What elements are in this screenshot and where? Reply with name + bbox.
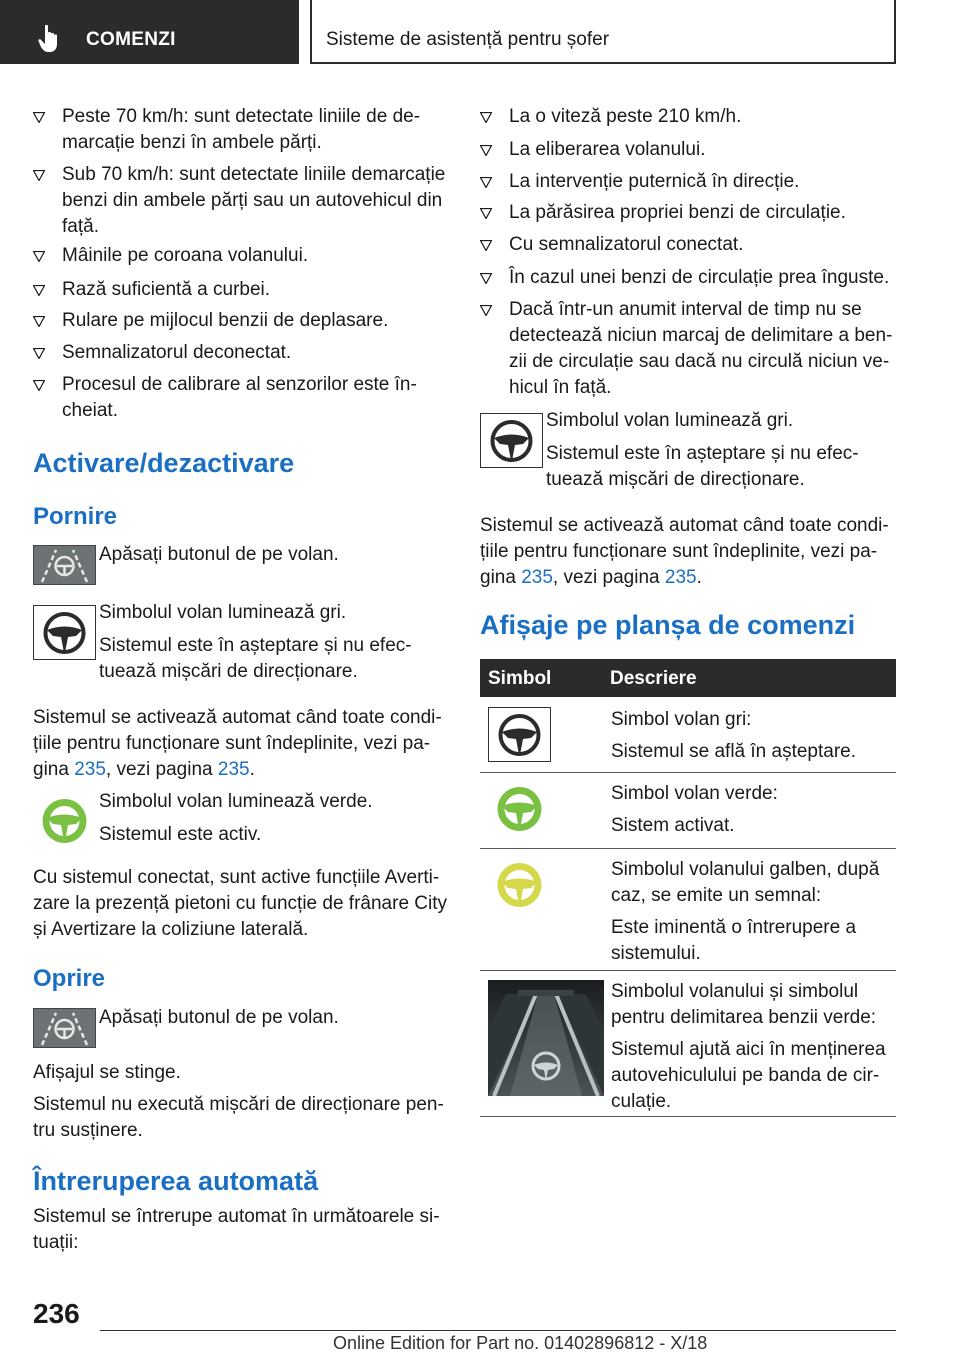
list-item-text: Procesul de calibrare al senzorilor este în- cheiat.: [62, 374, 417, 421]
steering-wheel-green-icon: [488, 781, 551, 836]
auto-activate-paragraph: Sistemul se activează automat când toate condi- țiile pentru funcționare sunt îndeplinite, vezi pa- gina 235, vezi pagina 235.: [480, 515, 889, 588]
list-item: [480, 265, 896, 291]
list-item: [33, 243, 448, 269]
triangle-bullet-icon: [480, 112, 492, 123]
heading-start: Pornire: [33, 503, 118, 530]
gray-symbol-text: Simbolul volan luminează gri.: [99, 602, 347, 623]
list-item: [480, 137, 896, 163]
table-cell-description: Simbol volan gri: Sistemul se află în așteptare.: [611, 709, 857, 762]
list-item-text: Rulare pe mijlocul benzii de deplasare.: [62, 310, 389, 331]
triangle-bullet-icon: [33, 251, 45, 262]
page-header: [0, 0, 960, 66]
list-item: [33, 308, 448, 334]
table-row: [480, 849, 896, 971]
list-item: [480, 200, 896, 226]
heading-auto-interrupt: Întreruperea automată: [33, 1166, 319, 1196]
standby-text: Sistemul este în așteptare și nu efec- tuează mișcări de direcționare.: [99, 635, 412, 682]
page-link[interactable]: 235: [74, 759, 106, 780]
page-link[interactable]: 235: [664, 567, 697, 588]
display-off-text: Afișajul se stinge.: [33, 1062, 181, 1083]
list-item: [480, 169, 896, 195]
chapter-tab[interactable]: [0, 0, 299, 64]
list-item: [33, 277, 448, 303]
list-item: [480, 297, 896, 401]
list-item-text: La o viteză peste 210 km/h.: [509, 106, 742, 127]
table-cell-description: Simbolul volanului galben, după caz, se emite un semnal: Este iminentă o întrerupere a sistemului.: [611, 859, 880, 964]
triangle-bullet-icon: [480, 305, 492, 316]
active-text: Sistemul este activ.: [99, 824, 262, 845]
lane-view-steering-icon: [488, 980, 604, 1096]
triangle-bullet-icon: [33, 285, 45, 296]
page-link[interactable]: 235: [521, 567, 553, 588]
list-item: [480, 104, 896, 130]
standby-text: Sistemul este în așteptare și nu efec- tuează mișcări de direcționare.: [546, 443, 859, 490]
steering-wheel-green-icon: [33, 793, 96, 848]
page-number: 236: [33, 1298, 80, 1329]
heading-activation: Activare/dezactivare: [33, 448, 295, 478]
press-button-text-2: Apăsați butonul de pe volan.: [99, 1007, 339, 1028]
table-row: [480, 971, 896, 1117]
steering-wheel-gray-icon: [488, 707, 551, 762]
steering-wheel-gray-icon: [480, 413, 543, 468]
triangle-bullet-icon: [33, 112, 45, 123]
list-item-text: În cazul unei benzi de circulație prea înguste.: [509, 267, 890, 288]
list-item-text: Peste 70 km/h: sunt detectate liniile de de- marcație benzi în ambele părți.: [62, 106, 421, 153]
triangle-bullet-icon: [480, 177, 492, 188]
steering-wheel-gray-icon: [33, 605, 96, 660]
heading-stop: Oprire: [33, 965, 106, 992]
triangle-bullet-icon: [33, 348, 45, 359]
green-symbol-text: Simbolul volan luminează verde.: [99, 791, 373, 812]
connected-paragraph: Cu sistemul conectat, sunt active funcțiile Averti- zare la prezență pietoni cu funcție de frânare City și Avertizare la coliziune laterală.: [33, 867, 448, 940]
steering-wheel-yellow-icon: [488, 857, 551, 912]
column-header-description: Descriere: [610, 668, 697, 689]
heading-displays: Afișaje pe planșa de comenzi: [480, 610, 856, 640]
table-cell-description: Simbolul volanului și simbolul pentru delimitarea benzii verde: Sistemul ajută aici în menținerea autovehiculului pe banda de cir- culație.: [611, 981, 886, 1112]
list-item: [33, 340, 448, 366]
triangle-bullet-icon: [33, 316, 45, 327]
triangle-bullet-icon: [33, 380, 45, 391]
list-item-text: Cu semnalizatorul conectat.: [509, 234, 744, 255]
lane-assist-button-icon: [33, 1008, 96, 1048]
interrupt-intro-paragraph: Sistemul se întrerupe automat în următoarele si- tuații:: [33, 1206, 440, 1253]
list-item-text: Sub 70 km/h: sunt detectate liniile demarcație benzi din ambele părți sau un autovehicul din față.: [62, 164, 446, 237]
list-item-text: La eliberarea volanului.: [509, 139, 706, 160]
lane-assist-button-icon: [33, 545, 96, 585]
hand-pointer-icon: [38, 24, 66, 54]
press-button-text: Apăsați butonul de pe volan.: [99, 544, 339, 565]
table-header: [480, 659, 896, 697]
footer-edition: Online Edition for Part no. 01402896812 - X/18: [333, 1333, 708, 1353]
list-item: [33, 104, 448, 156]
table-row: [480, 773, 896, 849]
section-title-box: [310, 0, 896, 64]
triangle-bullet-icon: [480, 145, 492, 156]
list-item: [33, 372, 448, 424]
list-item-text: Rază suficientă a curbei.: [62, 279, 271, 300]
gray-symbol-text: Simbolul volan luminează gri.: [546, 410, 794, 431]
list-item-text: Semnalizatorul deconectat.: [62, 342, 292, 363]
column-header-symbol: Simbol: [488, 668, 552, 689]
no-steering-paragraph: Sistemul nu execută mișcări de direcționare pen- tru susținere.: [33, 1094, 444, 1141]
list-item-text: La intervenție puternică în direcție.: [509, 171, 800, 192]
list-item: [480, 232, 896, 258]
triangle-bullet-icon: [480, 240, 492, 251]
triangle-bullet-icon: [480, 273, 492, 284]
list-item-text: Mâinile pe coroana volanului.: [62, 245, 309, 266]
list-item-text: La părăsirea propriei benzi de circulație.: [509, 202, 846, 223]
section-title: Sisteme de asistență pentru șofer: [326, 29, 610, 50]
auto-activate-paragraph: Sistemul se activează automat când toate condi- țiile pentru funcționare sunt îndeplinite, vezi pa- gina 235, vezi pagina 235.: [33, 707, 442, 780]
chapter-tab-label: COMENZI: [86, 29, 176, 50]
triangle-bullet-icon: [480, 208, 492, 219]
footer-divider: [100, 1330, 896, 1331]
page-link[interactable]: 235: [217, 759, 250, 780]
triangle-bullet-icon: [33, 170, 45, 181]
list-item-text: Dacă într-un anumit interval de timp nu se detectează niciun marcaj de delimitare a ben- zii de circulație sau dacă nu circulă niciun ve- hicul în față.: [509, 299, 893, 398]
table-row: [480, 697, 896, 773]
list-item: [33, 162, 448, 240]
table-cell-description: Simbol volan verde: Sistem activat.: [611, 783, 778, 836]
